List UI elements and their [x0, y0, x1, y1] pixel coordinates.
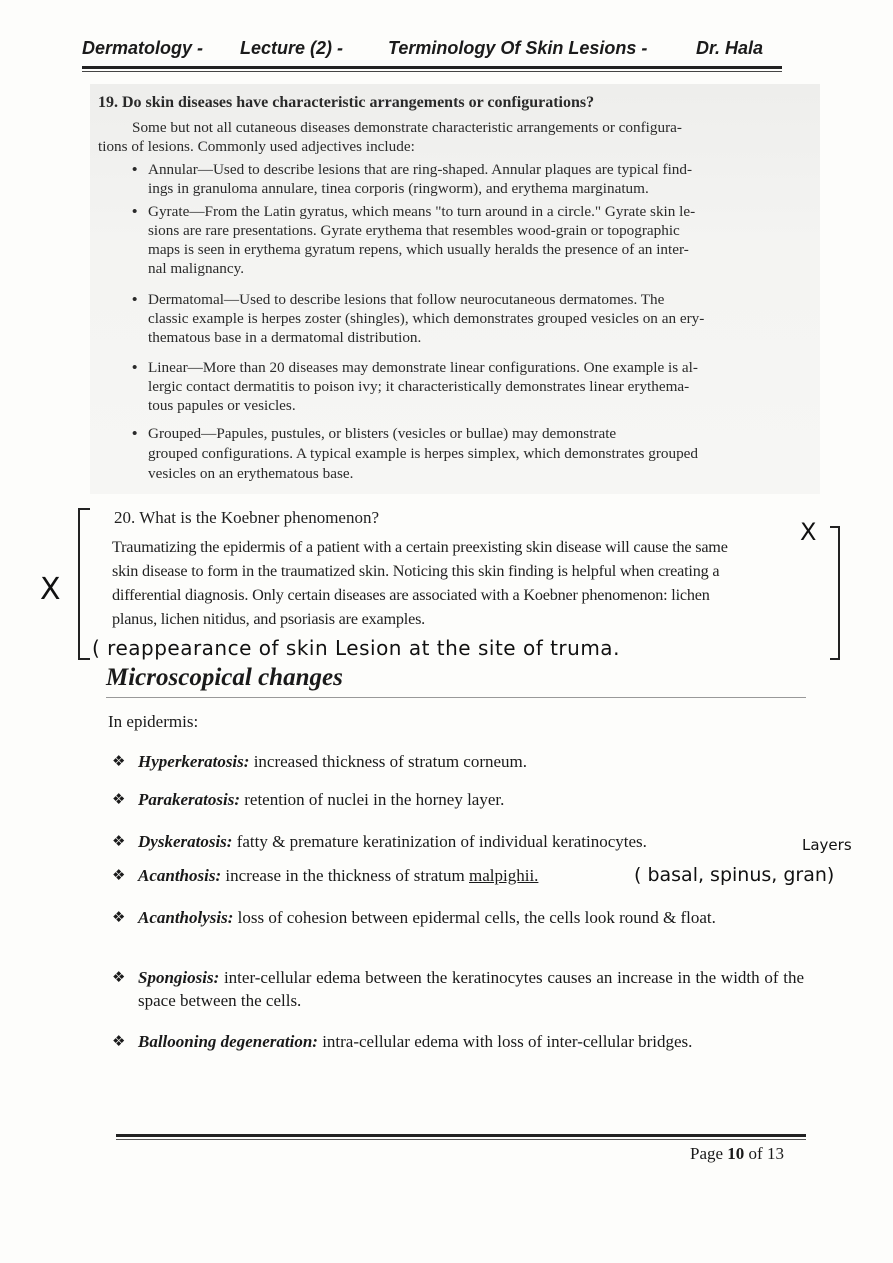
q19-title: 19. Do skin diseases have characteristic arrangements or configurations?	[98, 94, 595, 111]
footer-rule-thin	[116, 1139, 806, 1140]
q20-title: 20. What is the Koebner phenomenon?	[114, 508, 380, 527]
dermatomal-line-3: thematous base in a dermatomal distribution.	[148, 329, 422, 346]
desc-acanthosis: increase in the thickness of stratum	[221, 866, 469, 885]
header-rule	[82, 66, 782, 69]
gyrate-line-4: nal malignancy.	[148, 260, 245, 277]
gyrate-line-1: Gyrate—From the Latin gyratus, which means "to turn around in a circle." Gyrate skin le-	[148, 203, 696, 220]
diamond-bullet-icon: ❖	[112, 1032, 126, 1050]
term-ballooning-degeneration: Ballooning degeneration:	[138, 1032, 318, 1051]
header-author: Dr. Hala	[696, 38, 764, 58]
diamond-bullet-icon: ❖	[112, 866, 126, 884]
dermatomal-line-1: Dermatomal—Used to describe lesions that follow neurocutaneous dermatomes. The	[148, 291, 665, 308]
annular-line-1: Annular—Used to describe lesions that are ring-shaped. Annular plaques are typical find-	[148, 161, 693, 178]
scanned-section-q19	[90, 84, 820, 494]
term-hyperkeratosis: Hyperkeratosis:	[138, 752, 250, 771]
dermatomal-line-2: classic example is herpes zoster (shingles), which demonstrates grouped vesicles on an ery-	[148, 310, 705, 327]
page-prefix: Page	[690, 1144, 728, 1163]
bullet-icon: •	[132, 291, 138, 308]
header-topic: Terminology Of Skin Lesions -	[388, 38, 648, 58]
desc-acantholysis: loss of cohesion between epidermal cells, the cells look round & float.	[233, 908, 716, 927]
gyrate-line-2: sions are rare presentations. Gyrate erythema that resembles wood-grain or topographic	[148, 222, 680, 239]
q20-line-3: differential diagnosis. Only certain diseases are associated with a Koebner phenomenon: lichen	[112, 586, 710, 604]
handwritten-x-mark-left: X	[40, 572, 61, 607]
page-header	[82, 36, 782, 66]
handwritten-note-layers: Layers	[802, 836, 852, 854]
gyrate-line-3: maps is seen in erythema gyratum repens, which usually heralds the presence of an inter-	[148, 241, 689, 258]
desc-parakeratosis: retention of nuclei in the horney layer.	[240, 790, 505, 809]
linear-line-3: tous papules or vesicles.	[148, 397, 296, 414]
desc-ballooning-degeneration: intra-cellular edema with loss of inter-cellular bridges.	[317, 1032, 693, 1051]
diamond-bullet-icon: ❖	[112, 968, 126, 986]
header-subject: Dermatology -	[82, 38, 204, 58]
desc-spongiosis: inter-cellular edema between the keratinocytes causes an increase in the width of the space between the cells.	[138, 968, 804, 1010]
grouped-line-2: grouped configurations. A typical example is herpes simplex, which demonstrates grouped	[148, 445, 698, 462]
q20-line-4: planus, lichen nitidus, and psoriasis are examples.	[112, 610, 426, 628]
page-suffix: of 13	[744, 1144, 784, 1163]
handwritten-x-mark-right: X	[800, 518, 817, 546]
underlined-malpighii: malpighii.	[469, 866, 539, 885]
grouped-line-1: Grouped—Papules, pustules, or blisters (vesicles or bullae) may demonstrate	[148, 425, 617, 442]
handwritten-bracket-right	[830, 526, 840, 660]
q19-intro-line-2: tions of lesions. Commonly used adjectives include:	[98, 138, 415, 155]
desc-dyskeratosis: fatty & premature keratinization of individual keratinocytes.	[232, 832, 647, 851]
q20-line-2: skin disease to form in the traumatized skin. Noticing this skin finding is helpful when creating a	[112, 562, 720, 580]
header-lecture: Lecture (2) -	[240, 38, 344, 58]
term-acantholysis: Acantholysis:	[138, 908, 234, 927]
desc-hyperkeratosis: increased thickness of stratum corneum.	[249, 752, 528, 771]
bullet-icon: •	[132, 425, 138, 442]
page-current: 10	[727, 1144, 745, 1163]
footer-rule	[116, 1134, 806, 1137]
annular-line-2: ings in granuloma annulare, tinea corporis (ringworm), and erythema marginatum.	[148, 180, 649, 197]
term-parakeratosis: Parakeratosis:	[138, 790, 240, 809]
diamond-bullet-icon: ❖	[112, 832, 126, 850]
term-dyskeratosis: Dyskeratosis:	[138, 832, 233, 851]
page-number	[690, 1144, 784, 1164]
section-title-microscopical: Microscopical changes	[106, 664, 343, 691]
header-rule-thin	[82, 71, 782, 72]
handwritten-bracket-left	[78, 508, 90, 660]
diamond-bullet-icon: ❖	[112, 752, 126, 770]
linear-line-2: lergic contact dermatitis to poison ivy; it characteristically demonstrates linear erythema-	[148, 378, 690, 395]
term-acanthosis: Acanthosis:	[138, 866, 222, 885]
bullet-icon: •	[132, 203, 138, 220]
linear-line-1: Linear—More than 20 diseases may demonstrate linear configurations. One example is al-	[148, 359, 698, 376]
grouped-line-3: vesicles on an erythematous base.	[148, 465, 354, 482]
diamond-bullet-icon: ❖	[112, 908, 126, 926]
q20-line-1: Traumatizing the epidermis of a patient with a certain preexisting skin disease will cause the same	[112, 538, 728, 556]
bullet-icon: •	[132, 161, 138, 178]
handwritten-note-koebner: ( reappearance of skin Lesion at the site of truma.	[92, 636, 620, 660]
term-spongiosis: Spongiosis:	[138, 968, 220, 987]
section-title-rule	[106, 697, 806, 698]
q19-intro-line-1: Some but not all cutaneous diseases demonstrate characteristic arrangements or configura-	[132, 119, 682, 136]
bullet-icon: •	[132, 359, 138, 376]
diamond-bullet-icon: ❖	[112, 790, 126, 808]
in-epidermis-label: In epidermis:	[108, 712, 199, 731]
handwritten-note-layer-list: ( basal, spinus, gran)	[634, 864, 835, 886]
